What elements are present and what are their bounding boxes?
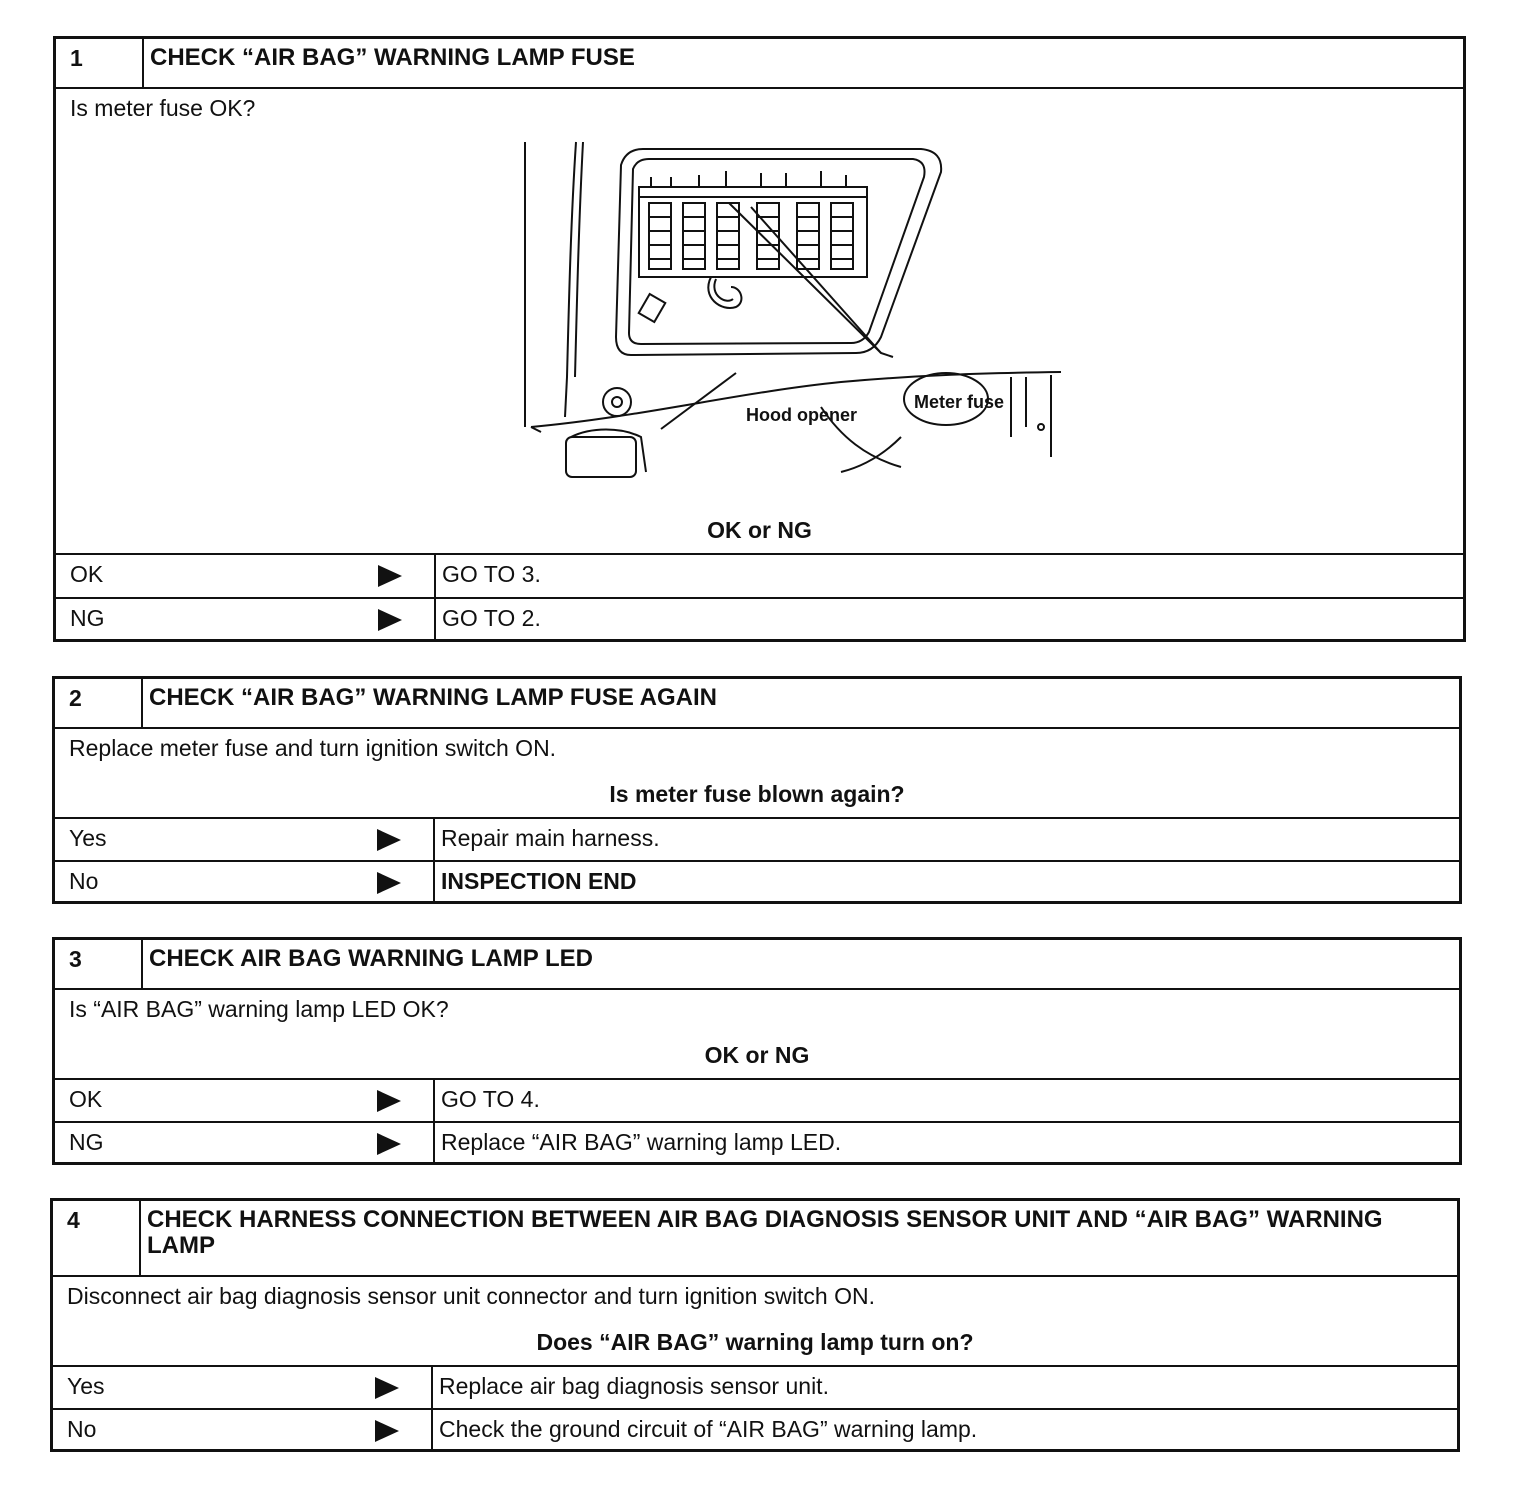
- step-instruction: Disconnect air bag diagnosis sensor unit connector and turn ignition switch ON.: [67, 1283, 875, 1309]
- step-3: [52, 937, 1462, 1165]
- arrow-right-icon: [375, 1377, 399, 1399]
- result-action: Replace air bag diagnosis sensor unit.: [439, 1373, 829, 1399]
- result-label: OK: [70, 561, 104, 587]
- step-question: OK or NG: [707, 517, 812, 543]
- step-header: [55, 940, 1459, 988]
- fuse-box-diagram: [521, 137, 1081, 487]
- step-number: 4: [53, 1201, 141, 1275]
- result-action: INSPECTION END: [441, 868, 637, 894]
- step-header: [56, 39, 1463, 87]
- arrow-right-icon: [378, 609, 402, 631]
- result-label: NG: [69, 1129, 104, 1155]
- step-question: Does “AIR BAG” warning lamp turn on?: [536, 1329, 974, 1355]
- result-row: [55, 1121, 1459, 1162]
- step-title: CHECK “AIR BAG” WARNING LAMP FUSE AGAIN: [149, 684, 718, 711]
- result-action: GO TO 4.: [441, 1086, 540, 1112]
- step-body: [55, 729, 1459, 817]
- step-instruction: Is meter fuse OK?: [70, 95, 256, 121]
- result-row: [55, 860, 1459, 901]
- result-label: No: [69, 868, 99, 894]
- arrow-right-icon: [377, 872, 401, 894]
- step-instruction: Is “AIR BAG” warning lamp LED OK?: [69, 996, 449, 1022]
- arrow-right-icon: [378, 565, 402, 587]
- step-title: CHECK HARNESS CONNECTION BETWEEN AIR BAG DIAGNOSIS SENSOR UNIT AND “AIR BAG” WARNING LAMP: [147, 1206, 1383, 1259]
- step-instruction: Replace meter fuse and turn ignition switch ON.: [69, 735, 557, 761]
- result-label: Yes: [69, 825, 107, 851]
- step-body: [56, 89, 1463, 553]
- result-action: Replace “AIR BAG” warning lamp LED.: [441, 1129, 842, 1155]
- step-2: [52, 676, 1462, 904]
- result-row: [56, 597, 1463, 639]
- result-label: Yes: [67, 1373, 105, 1399]
- step-body: [55, 990, 1459, 1078]
- result-row: [56, 553, 1463, 597]
- result-label: No: [67, 1416, 97, 1442]
- arrow-right-icon: [377, 1133, 401, 1155]
- step-4: [50, 1198, 1460, 1452]
- result-row: [55, 817, 1459, 860]
- result-row: [53, 1365, 1457, 1408]
- step-question: Is meter fuse blown again?: [609, 781, 905, 807]
- result-action: Check the ground circuit of “AIR BAG” warning lamp.: [439, 1416, 978, 1442]
- step-number: 3: [55, 940, 143, 988]
- step-header: [53, 1201, 1457, 1275]
- result-action: Repair main harness.: [441, 825, 660, 851]
- result-action: GO TO 2.: [442, 605, 541, 631]
- arrow-right-icon: [377, 829, 401, 851]
- result-label: NG: [70, 605, 105, 631]
- callout-hood-opener: Hood opener: [746, 405, 857, 425]
- step-number: 1: [56, 39, 144, 87]
- step-body: [53, 1277, 1457, 1365]
- callout-meter-fuse: Meter fuse: [914, 392, 1005, 412]
- step-1: [53, 36, 1466, 642]
- step-number: 2: [55, 679, 143, 727]
- arrow-right-icon: [375, 1420, 399, 1442]
- result-label: OK: [69, 1086, 103, 1112]
- step-title: CHECK “AIR BAG” WARNING LAMP FUSE: [150, 44, 635, 71]
- arrow-right-icon: [377, 1090, 401, 1112]
- result-row: [55, 1078, 1459, 1121]
- step-title: CHECK AIR BAG WARNING LAMP LED: [149, 945, 593, 972]
- step-header: [55, 679, 1459, 727]
- result-row: [53, 1408, 1457, 1449]
- result-action: GO TO 3.: [442, 561, 541, 587]
- step-question: OK or NG: [704, 1042, 810, 1068]
